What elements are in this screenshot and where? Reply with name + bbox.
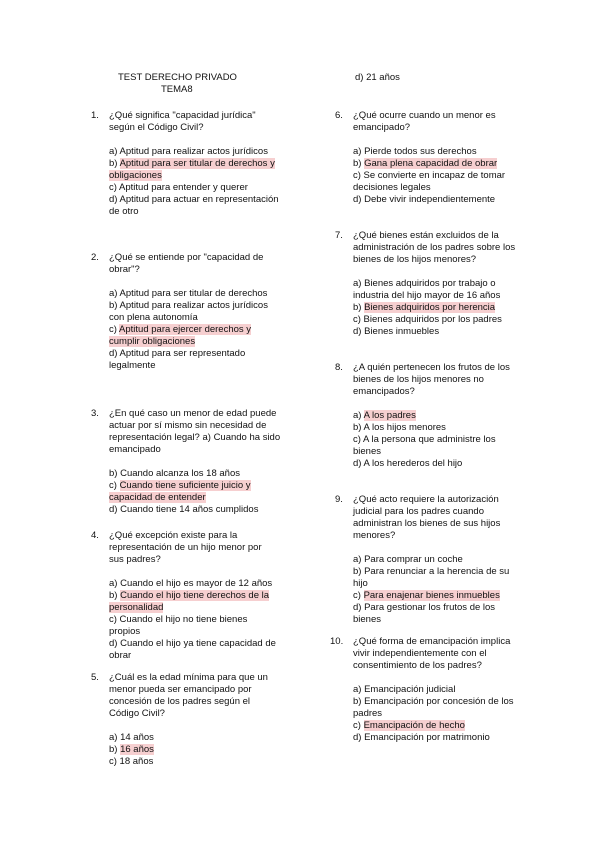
question-number: 6. — [335, 110, 343, 121]
option-letter: c) — [109, 324, 120, 335]
question-1 — [91, 110, 279, 218]
option-letter: b) — [109, 158, 120, 169]
highlighted-answer: 16 años — [120, 744, 154, 755]
answer-option: a) Emancipación judicial — [353, 684, 456, 695]
answer-option: d) Cuando tiene 14 años cumplidos — [109, 504, 259, 515]
option-letter: b) — [353, 158, 365, 169]
answer-option-correct — [109, 590, 279, 614]
question-stem: ¿Qué acto requiere la autorización judicial para los padres cuando administran los bienes de sus hijos menores? — [353, 494, 501, 541]
option-letter: c) — [353, 720, 364, 731]
option-letter: b) — [353, 302, 365, 313]
question-stem: ¿Qué bienes están excluidos de la administración de los padres sobre los bienes de los hijos menores? — [353, 230, 516, 265]
highlighted-answer: Cuando el hijo tiene derechos de la personalidad — [109, 590, 270, 613]
answer-option: c) Cuando el hijo no tiene bienes propios — [109, 614, 248, 637]
carryover-option: d) 21 años — [355, 72, 400, 83]
highlighted-answer: Aptitud para ejercer derechos y cumplir obligaciones — [109, 324, 252, 347]
answer-option: c) 18 años — [109, 756, 154, 767]
answer-option-correct — [109, 158, 279, 182]
question-stem: ¿Qué ocurre cuando un menor es emancipado? — [353, 110, 496, 133]
document-header — [118, 72, 237, 96]
question-number: 7. — [335, 230, 343, 241]
question-number: 10. — [330, 636, 344, 647]
answer-option: d) Emancipación por matrimonio — [353, 732, 490, 743]
answer-option: c) A la persona que administre los bienes — [353, 434, 496, 457]
question-stem: ¿En qué caso un menor de edad puede actuar por sí mismo sin necesidad de representación legal? a) Cuando ha sido emancipado — [109, 408, 281, 455]
highlighted-answer: A los padres — [363, 410, 416, 421]
answer-option: b) A los hijos menores — [353, 422, 446, 433]
question-number: 9. — [335, 494, 343, 505]
answer-option: c) Bienes adquiridos por los padres — [353, 314, 502, 325]
question-5 — [91, 672, 279, 768]
answer-option: b) Para renunciar a la herencia de su hijo — [353, 566, 510, 589]
answer-option: c) Se convierte en incapaz de tomar decisiones legales — [353, 170, 506, 193]
question-number: 8. — [335, 362, 343, 373]
question-stem: ¿A quién pertenecen los frutos de los bienes de los hijos menores no emancipados? — [353, 362, 510, 397]
question-number: 1. — [91, 110, 99, 121]
highlighted-answer: Bienes adquiridos por herencia — [364, 302, 496, 313]
highlighted-answer: Cuando tiene suficiente juicio y capacidad de entender — [109, 480, 251, 503]
answer-option: a) Aptitud para realizar actos jurídicos — [109, 146, 268, 157]
answer-option: d) Cuando el hijo ya tiene capacidad de obrar — [109, 638, 276, 661]
answer-option: a) 14 años — [109, 732, 154, 743]
option-letter: c) — [109, 480, 120, 491]
question-8 — [335, 362, 525, 470]
question-number: 5. — [91, 672, 99, 683]
question-stem: ¿Qué excepción existe para la representación de un hijo menor por sus padres? — [109, 530, 262, 565]
document-title: TEST DERECHO PRIVADO — [118, 72, 237, 83]
answer-option: a) Cuando el hijo es mayor de 12 años — [109, 578, 273, 589]
answer-option-correct — [353, 302, 525, 314]
answer-option: b) Emancipación por concesión de los padres — [353, 696, 514, 719]
answer-option: d) Debe vivir independientemente — [353, 194, 496, 205]
question-2 — [91, 252, 279, 372]
answer-option: d) Para gestionar los frutos de los bienes — [353, 602, 496, 625]
answer-option: d) Bienes inmuebles — [353, 326, 440, 337]
answer-option: b) Aptitud para realizar actos jurídicos con plena autonomía — [109, 300, 268, 323]
answer-option-correct — [353, 590, 525, 602]
highlighted-answer: Gana plena capacidad de obrar — [364, 158, 498, 169]
question-number: 4. — [91, 530, 99, 541]
answer-option: a) Para comprar un coche — [353, 554, 463, 565]
question-stem: ¿Qué significa "capacidad jurídica" según el Código Civil? — [109, 110, 256, 133]
answer-option-correct — [109, 480, 281, 504]
question-3 — [91, 408, 281, 516]
answer-option: a) Aptitud para ser titular de derechos — [109, 288, 268, 299]
answer-option: c) Aptitud para entender y querer — [109, 182, 248, 193]
highlighted-answer: Aptitud para ser titular de derechos y obligaciones — [109, 158, 275, 181]
document-subtitle: TEMA8 — [161, 84, 193, 95]
answer-option-correct — [353, 720, 525, 732]
question-number: 3. — [91, 408, 99, 419]
answer-option: d) Aptitud para actuar en representación de otro — [109, 194, 279, 217]
answer-option-correct — [353, 158, 521, 170]
answer-option: a) Pierde todos sus derechos — [353, 146, 477, 157]
answer-option-correct — [109, 324, 279, 348]
answer-option-correct — [109, 744, 279, 756]
question-10 — [330, 636, 525, 744]
question-stem: ¿Qué forma de emancipación implica vivir independientemente con el consentimiento de los padres? — [353, 636, 511, 671]
question-7 — [335, 230, 525, 338]
answer-option-correct — [353, 410, 525, 422]
question-number: 2. — [91, 252, 99, 263]
option-letter: a) — [353, 410, 364, 421]
answer-option: b) Cuando alcanza los 18 años — [109, 468, 240, 479]
highlighted-answer: Emancipación de hecho — [363, 720, 465, 731]
question-stem: ¿Qué se entiende por "capacidad de obrar"? — [109, 252, 264, 275]
question-4 — [91, 530, 279, 662]
answer-option: d) A los herederos del hijo — [353, 458, 463, 469]
option-letter: c) — [353, 590, 364, 601]
option-letter: b) — [109, 744, 121, 755]
question-9 — [335, 494, 525, 626]
question-stem: ¿Cuál es la edad mínima para que un menor pueda ser emancipado por concesión de los padres según el Código Civil? — [109, 672, 268, 719]
answer-option: a) Bienes adquiridos por trabajo o industria del hijo mayor de 16 años — [353, 278, 501, 301]
highlighted-answer: Para enajenar bienes inmuebles — [363, 590, 500, 601]
option-letter: b) — [109, 590, 121, 601]
answer-option: d) Aptitud para ser representado legalmente — [109, 348, 246, 371]
question-6 — [335, 110, 521, 206]
